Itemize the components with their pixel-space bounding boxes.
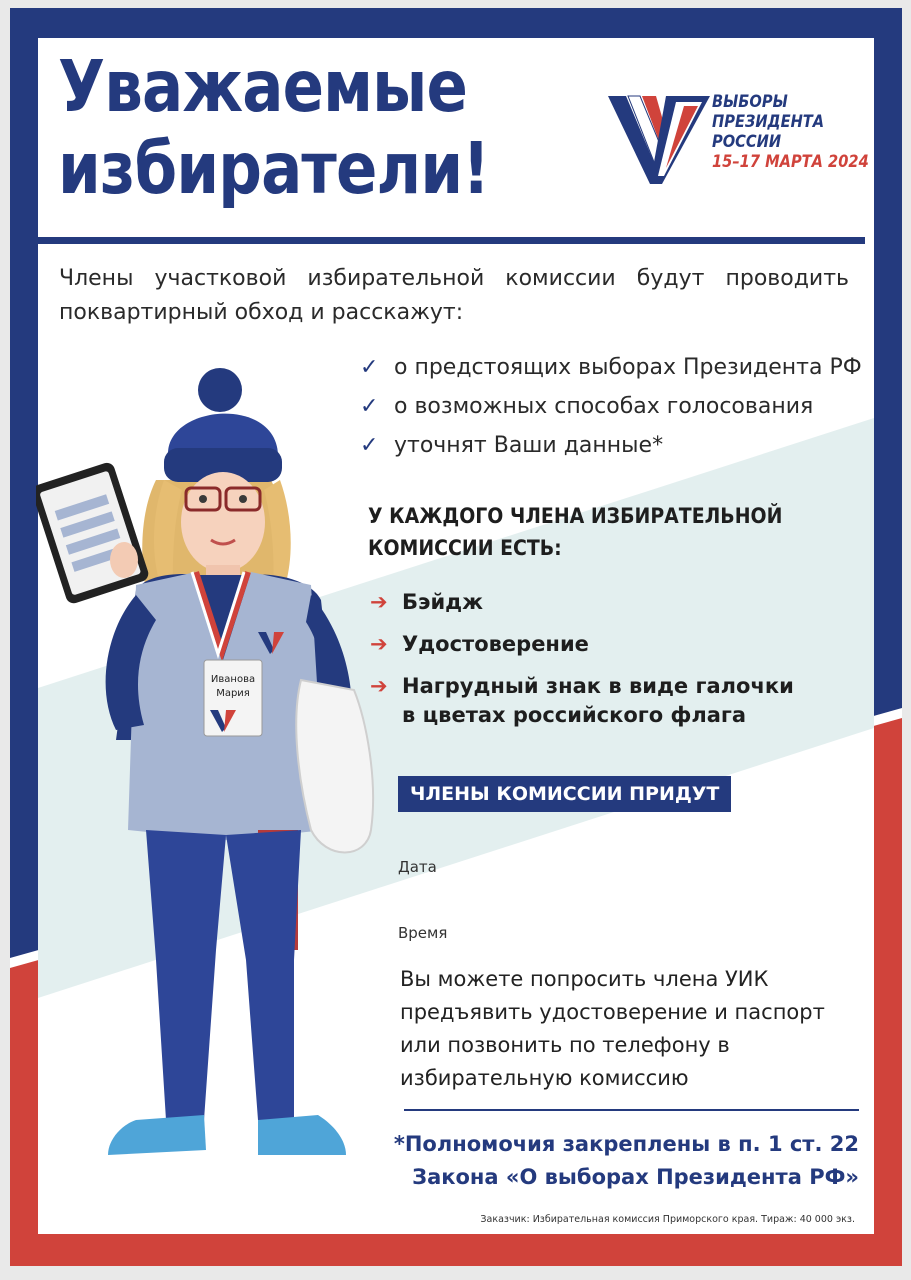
arrow-right-icon: ➔: [370, 590, 388, 614]
credential-item-text: Бэйдж: [402, 590, 484, 614]
checklist-item: [360, 426, 862, 465]
name-badge-line-2: Мария: [216, 688, 250, 699]
footnote-line-2: Закона «О выборах Президента РФ»: [412, 1165, 859, 1189]
logo-dates: 15–17 МАРТА 2024: [712, 152, 869, 172]
credential-item-text: Нагрудный знак в виде галочки: [402, 674, 794, 698]
shoe-left: [108, 1115, 206, 1155]
info-checklist: [360, 348, 862, 465]
check-icon: ✓: [360, 355, 379, 380]
footnote-divider: [404, 1109, 859, 1111]
checklist-item: [360, 348, 862, 387]
shoe-right: [258, 1115, 346, 1155]
legal-footnote: [394, 1128, 859, 1194]
credential-item: [370, 630, 794, 659]
intro-text: Члены участковой избирательной комиссии будут проводить поквартирный обход и расскажут:: [59, 266, 849, 325]
name-badge-line-1: Иванова: [210, 674, 256, 685]
arrow-right-icon: ➔: [370, 632, 388, 656]
commission-member-illustration: [36, 360, 386, 1190]
checklist-item: [360, 387, 862, 426]
headline-line-1: Уважаемые: [58, 45, 468, 128]
pants-left: [146, 830, 226, 1120]
headline-line-2: избиратели!: [58, 127, 490, 210]
date-field-label: Дата: [398, 858, 437, 876]
checklist-item-text: о возможных способах голосования: [394, 394, 814, 419]
election-logo: [606, 92, 869, 192]
footnote-line-1: *Полномочия закреплены в п. 1 ст. 22: [393, 1132, 859, 1156]
hat-pompom: [198, 368, 242, 412]
headline: [58, 46, 489, 210]
imprint: Заказчик: Избирательная комиссия Приморского края. Тираж: 40 000 экз.: [480, 1214, 855, 1225]
time-field-label: Время: [398, 924, 448, 942]
pants-right: [226, 830, 301, 1120]
credential-item: [370, 588, 794, 617]
check-icon: ✓: [360, 394, 379, 419]
credential-item: [370, 672, 794, 730]
logo-line-2: ПРЕЗИДЕНТА: [712, 112, 825, 132]
arrow-right-icon: ➔: [370, 674, 388, 698]
logo-line-3: РОССИИ: [712, 132, 782, 152]
check-icon: ✓: [360, 433, 379, 458]
checklist-item-text: уточнят Ваши данные*: [394, 433, 664, 458]
tick-logo-icon: [606, 92, 710, 188]
credentials-heading-line-2: КОМИССИИ ЕСТЬ:: [368, 536, 562, 560]
logo-text: [712, 92, 869, 172]
header-divider: [37, 237, 865, 244]
credential-item-text: Удостоверение: [402, 632, 589, 656]
credential-item-text-line-2: в цветах российского флага: [402, 703, 747, 727]
verification-note: Вы можете попросить члена УИК предъявить удостоверение и паспорт или позвонить по телефону в избирательную комиссию: [400, 967, 825, 1090]
visit-heading-badge: ЧЛЕНЫ КОМИССИИ ПРИДУТ: [398, 776, 731, 812]
checklist-item-text: о предстоящих выборах Президента РФ: [394, 355, 862, 380]
credentials-list: [370, 588, 794, 743]
logo-line-1: ВЫБОРЫ: [712, 92, 788, 112]
credentials-heading-line-1: У КАЖДОГО ЧЛЕНА ИЗБИРАТЕЛЬНОЙ: [368, 504, 783, 528]
credentials-heading: [368, 500, 782, 564]
tablet: [36, 461, 150, 606]
